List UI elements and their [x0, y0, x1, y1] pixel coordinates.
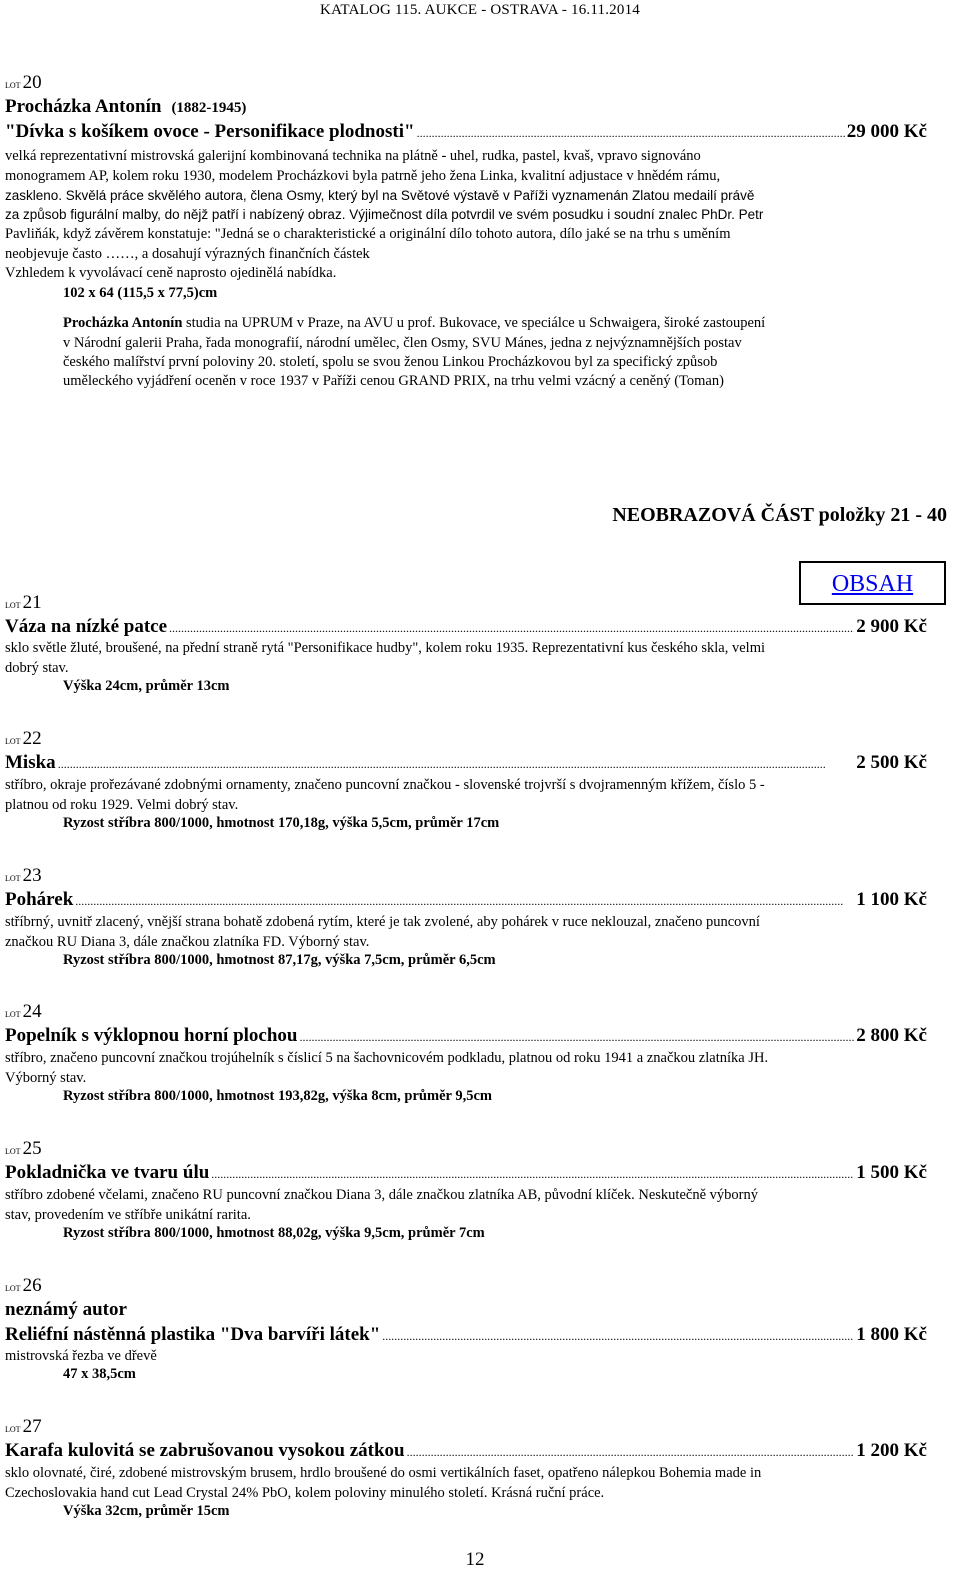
- lot-price: 1 500 Kč: [856, 1162, 927, 1183]
- lot-price: 2 500 Kč: [856, 752, 927, 773]
- lot-number-25: [5, 1138, 42, 1160]
- lot-label: LOT: [5, 1010, 21, 1019]
- lot-number: 25: [22, 1138, 42, 1159]
- lot-price: 2 800 Kč: [856, 1025, 927, 1046]
- dot-leader: [407, 1445, 855, 1460]
- lot-label: LOT: [5, 1147, 21, 1156]
- lot-number-23: [5, 865, 42, 887]
- lot-20-desc-2: monogramem AP, kolem roku 1930, modelem Procházkovi byla patrně jeho žena Linka, kvalitní adjustace v hnědém rámu,: [5, 168, 721, 184]
- lot-label: LOT: [5, 81, 21, 90]
- lot-number-21: [5, 592, 42, 614]
- lot-26-title-line: [5, 1324, 927, 1346]
- author-name: Procházka Antonín: [5, 96, 162, 117]
- lot-26-author: neznámý autor: [5, 1299, 127, 1320]
- dot-leader: [382, 1329, 854, 1344]
- lot-title: Karafa kulovitá se zabrušovanou vysokou zátkou: [5, 1440, 405, 1461]
- lot-24-desc-2: Výborný stav.: [5, 1070, 87, 1086]
- lot-20-desc-7: Vzhledem k vyvolávací ceně naprosto ojedinělá nabídka.: [5, 265, 337, 281]
- lot-27-title-line: [5, 1440, 927, 1462]
- lot-23-desc-1: stříbrný, uvnitř zlacený, vnější strana bohatě zdobená rytím, které je tak zvolené, aby pohárek v ruce neklouzal, značeno puncovní: [5, 914, 760, 930]
- lot-26-desc-1: mistrovská řezba ve dřevě: [5, 1348, 157, 1364]
- lot-20-size: 102 x 64 (115,5 x 77,5)cm: [63, 285, 218, 301]
- lot-27-spec: Výška 32cm, průměr 15cm: [63, 1503, 230, 1519]
- lot-number: 27: [22, 1416, 42, 1437]
- lot-20-author: [5, 96, 246, 118]
- lot-24-spec: Ryzost stříbra 800/1000, hmotnost 193,82g, výška 8cm, průměr 9,5cm: [63, 1088, 492, 1104]
- bio-author-name: Procházka Antonín: [63, 315, 183, 331]
- lot-label: LOT: [5, 737, 21, 746]
- lot-title: "Dívka s košíkem ovoce - Personifikace plodnosti": [5, 121, 415, 142]
- lot-number-20: [5, 72, 42, 94]
- lot-number: 21: [22, 592, 42, 613]
- lot-20-bio-3: českého malířství první poloviny 20. století, spolu se svou ženou Linkou Procházkovou byl za specifický způsob: [63, 354, 718, 370]
- lot-price: 2 900 Kč: [856, 616, 927, 637]
- lot-22-desc-2: platnou od roku 1929. Velmi dobrý stav.: [5, 797, 239, 813]
- lot-23-title-line: [5, 889, 927, 911]
- lot-25-title-line: [5, 1162, 927, 1184]
- lot-26-spec: 47 x 38,5cm: [63, 1366, 136, 1382]
- lot-25-spec: Ryzost stříbra 800/1000, hmotnost 88,02g, výška 9,5cm, průměr 7cm: [63, 1225, 485, 1241]
- lot-title: Pohárek: [5, 889, 74, 910]
- lot-title: Miska: [5, 752, 56, 773]
- lot-21-spec: Výška 24cm, průměr 13cm: [63, 678, 230, 694]
- lot-number-26: [5, 1275, 42, 1297]
- lot-24-desc-1: stříbro, značeno puncovní značkou trojúhelník s číslicí 5 na šachovnicovém podkladu, platnou od roku 1941 a značkou zlatníka JH.: [5, 1050, 769, 1066]
- lot-number-22: [5, 728, 42, 750]
- dot-leader: [58, 757, 855, 772]
- lot-label: LOT: [5, 1425, 21, 1434]
- catalog-header: KATALOG 115. AUKCE - OSTRAVA - 16.11.2014: [320, 2, 640, 18]
- lot-20-bio-2: v Národní galerii Praha, řada monografií, národní umělec, člen Osmy, SVU Mánes, jedna z nejvýznamnějších postav: [63, 335, 742, 351]
- dot-leader: [417, 126, 845, 141]
- lot-label: LOT: [5, 1284, 21, 1293]
- lot-20-bio-4: uměleckého vyjádření oceněn v roce 1937 v Paříži cenou GRAND PRIX, na trhu velmi vzácný a ceněný (Toman): [63, 373, 724, 389]
- lot-price: 1 200 Kč: [856, 1440, 927, 1461]
- lot-25-desc-1: stříbro zdobené včelami, značeno RU puncovní značkou Diana 3, dále značkou zlatníka AB, původní klíček. Neskutečně výborný: [5, 1187, 758, 1203]
- dot-leader: [75, 894, 854, 909]
- lot-24-title-line: [5, 1025, 927, 1047]
- lot-22-desc-1: stříbro, okraje prořezávané zdobnými ornamenty, značeno puncovní značkou - slovenské trojvrší s dvojramenným křížem, číslo 5 -: [5, 777, 765, 793]
- lot-number: 23: [22, 865, 42, 886]
- lot-number: 26: [22, 1275, 42, 1296]
- lot-20-desc-6: neobjevuje často ……, a dosahují výrazných finančních částek: [5, 246, 370, 262]
- dot-leader: [211, 1167, 854, 1182]
- author-dates: (1882-1945): [171, 100, 247, 116]
- lot-23-spec: Ryzost stříbra 800/1000, hmotnost 87,17g, výška 7,5cm, průměr 6,5cm: [63, 952, 496, 968]
- lot-price: 1 800 Kč: [856, 1324, 927, 1345]
- lot-27-desc-2: Czechoslovakia hand cut Lead Crystal 24% PbO, kolem poloviny minulého století. Krásná ruční práce.: [5, 1485, 605, 1501]
- lot-number: 20: [22, 72, 42, 93]
- dot-leader: [169, 621, 854, 636]
- lot-number: 24: [22, 1001, 42, 1022]
- lot-27-desc-1: sklo olovnaté, čiré, zdobené mistrovským brusem, hrdlo broušené do osmi vertikálních faset, opatřeno nálepkou Bohemia made in: [5, 1465, 762, 1481]
- section-title: NEOBRAZOVÁ ČÁST položky 21 - 40: [612, 504, 947, 526]
- lot-title: Popelník s výklopnou horní plochou: [5, 1025, 298, 1046]
- obsah-link[interactable]: OBSAH: [799, 561, 946, 605]
- lot-title: Váza na nízké patce: [5, 616, 168, 637]
- lot-20-desc-3: zaskleno. Skvělá práce skvělého autora, člena Osmy, který byl na Světové výstavě v Paříži vyznamenán Zlatou medailí právě: [5, 188, 755, 203]
- lot-title: Reliéfní nástěnná plastika "Dva barvíři látek": [5, 1324, 381, 1345]
- dot-leader: [300, 1030, 855, 1045]
- lot-number-27: [5, 1416, 42, 1438]
- lot-25-desc-2: stav, provedením ve stříbře unikátní rarita.: [5, 1207, 251, 1223]
- lot-22-spec: Ryzost stříbra 800/1000, hmotnost 170,18g, výška 5,5cm, průměr 17cm: [63, 815, 500, 831]
- lot-23-desc-2: značkou RU Diana 3, dále značkou zlatníka FD. Výborný stav.: [5, 934, 370, 950]
- bio-text: studia na UPRUM v Praze, na AVU u prof. Bukovace, ve speciálce u Schwaigera, široké zastoupení: [182, 315, 766, 331]
- lot-21-desc-2: dobrý stav.: [5, 660, 69, 676]
- lot-20-desc-4: za způsob figurální malby, do nějž patří i nabízený obraz. Výjimečnost díla potvrdil ve svém posudku i soudní znalec PhDr. Petr: [5, 207, 764, 222]
- lot-20-bio-1: [63, 313, 885, 333]
- lot-label: LOT: [5, 601, 21, 610]
- page-number: 12: [465, 1549, 485, 1570]
- lot-number: 22: [22, 728, 42, 749]
- lot-title: Pokladnička ve tvaru úlu: [5, 1162, 210, 1183]
- lot-label: LOT: [5, 874, 21, 883]
- lot-20-desc-5: Pavliňák, když závěrem konstatuje: "Jedná se o charakteristické a originální dílo tohoto autora, dílo jaké se na trhu s uměním: [5, 226, 731, 242]
- lot-number-24: [5, 1001, 42, 1023]
- lot-price: 29 000 Kč: [846, 121, 927, 142]
- lot-20-desc-1: velká reprezentativní mistrovská galerijní kombinovaná technika na plátně - uhel, rudka, pastel, kvaš, vpravo signováno: [5, 148, 701, 164]
- lot-price: 1 100 Kč: [856, 889, 927, 910]
- lot-20-title-line: [5, 121, 927, 143]
- lot-22-title-line: [5, 752, 927, 774]
- lot-21-title-line: [5, 616, 927, 638]
- lot-21-desc-1: sklo světle žluté, broušené, na přední straně rytá "Personifikace hudby", kolem roku 1935. Reprezentativní kus českého skla, velmi: [5, 640, 765, 656]
